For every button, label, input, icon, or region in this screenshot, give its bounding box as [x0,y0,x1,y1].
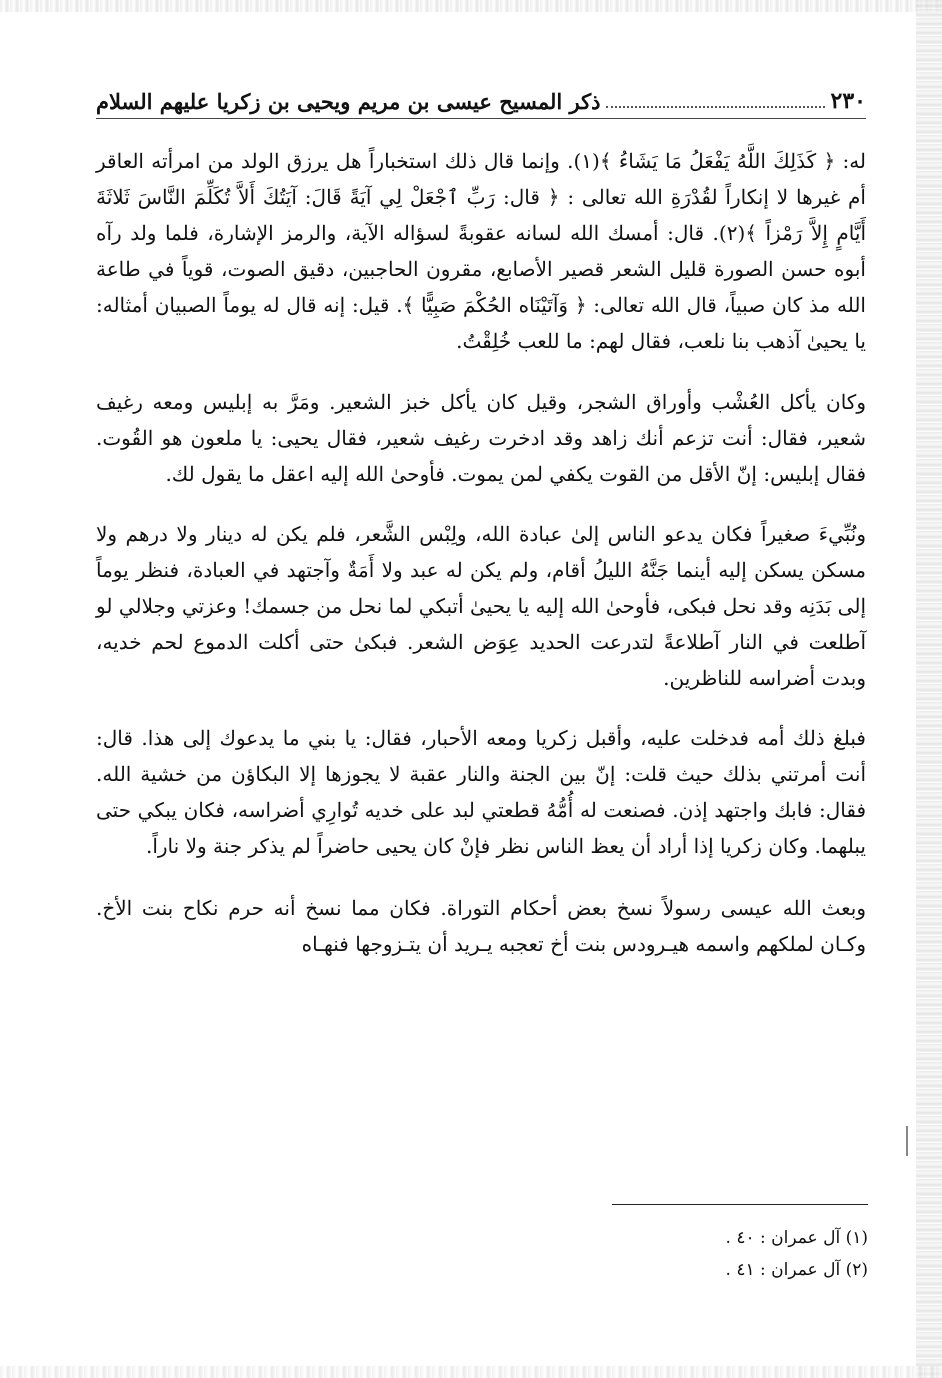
footnote-separator [612,1204,868,1205]
scan-border-top [0,0,942,12]
page-number: ٢٣٠ [830,88,866,114]
paragraph-yahya-birth: له: ﴿ كَذَلِكَ اللَّهُ يَفْعَلُ مَا يَشَاءُ ﴾(١). وإنما قال ذلك استخباراً هل يرزق الولد من امرأته العاقر أم غيرها لا إنكاراً لقُدْرَةِ الله تعالى : ﴿ قال: رَبِّ ٱجْعَلْ لِي آيَةً قَالَ: آيَتُكَ أَلاَّ تُكَلِّمَ النَّاسَ ثَلاثَةَ أَيَّامٍ إِلاَّ رَمْزاً ﴾(٢). قال: أمسك الله لسانه عقوبةً لسؤاله الآية، والرمز الإشارة، فلما ولد رآه أبوه حسن الصورة قليل الشعر قصير الأصابع، مقرون الحاجبين، دقيق الصوت، قوياً في طاعة الله مذ كان صبياً، قال الله تعالى: ﴿ وَآتَيْنَاه الحُكْمَ صَبِيًّا ﴾. قيل: إنه قال له يوماً الصبيان أمثاله: يا يحيىٰ آذهب بنا نلعب، فقال لهم: ما للعب خُلِقْتُ. [96,149,867,353]
footnote-2: (٢) آل عمران : ٤١ . [725,1260,868,1280]
footnote-1: (١) آل عمران : ٤٠ . [725,1228,868,1248]
paragraph-isa-sent: وبعث الله عيسى رسولاً نسخ بعض أحكام التوراة. فكان مما نسخ أنه حرم نكاح بنت الأخ. وكـان لملكهم واسمه هيـرودس بنت أخ تعجبه يـريد أن يتـزوجها فنهـاه [96,896,866,956]
book-page [96,78,866,962]
scan-border-bottom [0,1366,942,1378]
margin-mark [906,1126,908,1156]
footnotes [560,1222,868,1286]
scan-border-right [916,0,942,1378]
header-dotted-leader [606,106,824,108]
running-header [96,78,866,119]
paragraph-yahya-diet: وكان يأكل العُشْب وأوراق الشجر، وقيل كان يأكل خبز الشعير. ومَرَّ به إبليس ومعه رغيف شعير، فقال: أنت تزعم أنك زاهد وقد ادخرت رغيف شعير، فقال يحيى: يا ملعون هو القُوت. فقال إبليس: إنّ الأقل من القوت يكفي لمن يموت. فأوحىٰ الله إليه اعقل ما يقول لك. [96,390,866,486]
paragraph-yahya-weeping: فبلغ ذلك أمه فدخلت عليه، وأقبل زكريا ومعه الأحبار، فقال: يا بني ما يدعوك إلى هذا. قال: أنت أمرتني بذلك حيث قلت: إنّ بين الجنة والنار عقبة لا يجوزها إلا البكاؤن من خشية الله. فقال: فابك واجتهد إذن. فصنعت له أُمُّهُ قطعتي لبد على خديه تُوارِي أضراسه، فكان يبكي حتى يبلهما. وكان زكريا إذا أراد أن يعظ الناس نظر فإنْ كان يحيى حاضراً لم يذكر جنة ولا ناراً. [96,726,866,858]
running-title: ذكر المسيح عيسى بن مريم ويحيى بن زكريا عليهم السلام [96,89,601,114]
paragraph-yahya-asceticism: ونُبِّيءَ صغيراً فكان يدعو الناس إلىٰ عبادة الله، ولِبْس الشَّعر، فلم يكن له دينار ولا درهم ولا مسكن يسكن إليه أينما جَنَّهُ الليلُ أقام، ولم يكن له عبد ولا أَمَةٌ وآجتهد في العبادة، فنظر يوماً إلى بَدَنِه وقد نحل فبكى، فأوحىٰ الله إليه يا يحيىٰ أتبكي لما نحل من جسمك! وعزتي وجلالي لو آطلعت في النار آطلاعةً لتدرعت الحديد عِوَض الشعر. فبكىٰ حتى أكلت الدموع لحم خديه، وبدت أضراسه للناظرين. [96,522,867,690]
